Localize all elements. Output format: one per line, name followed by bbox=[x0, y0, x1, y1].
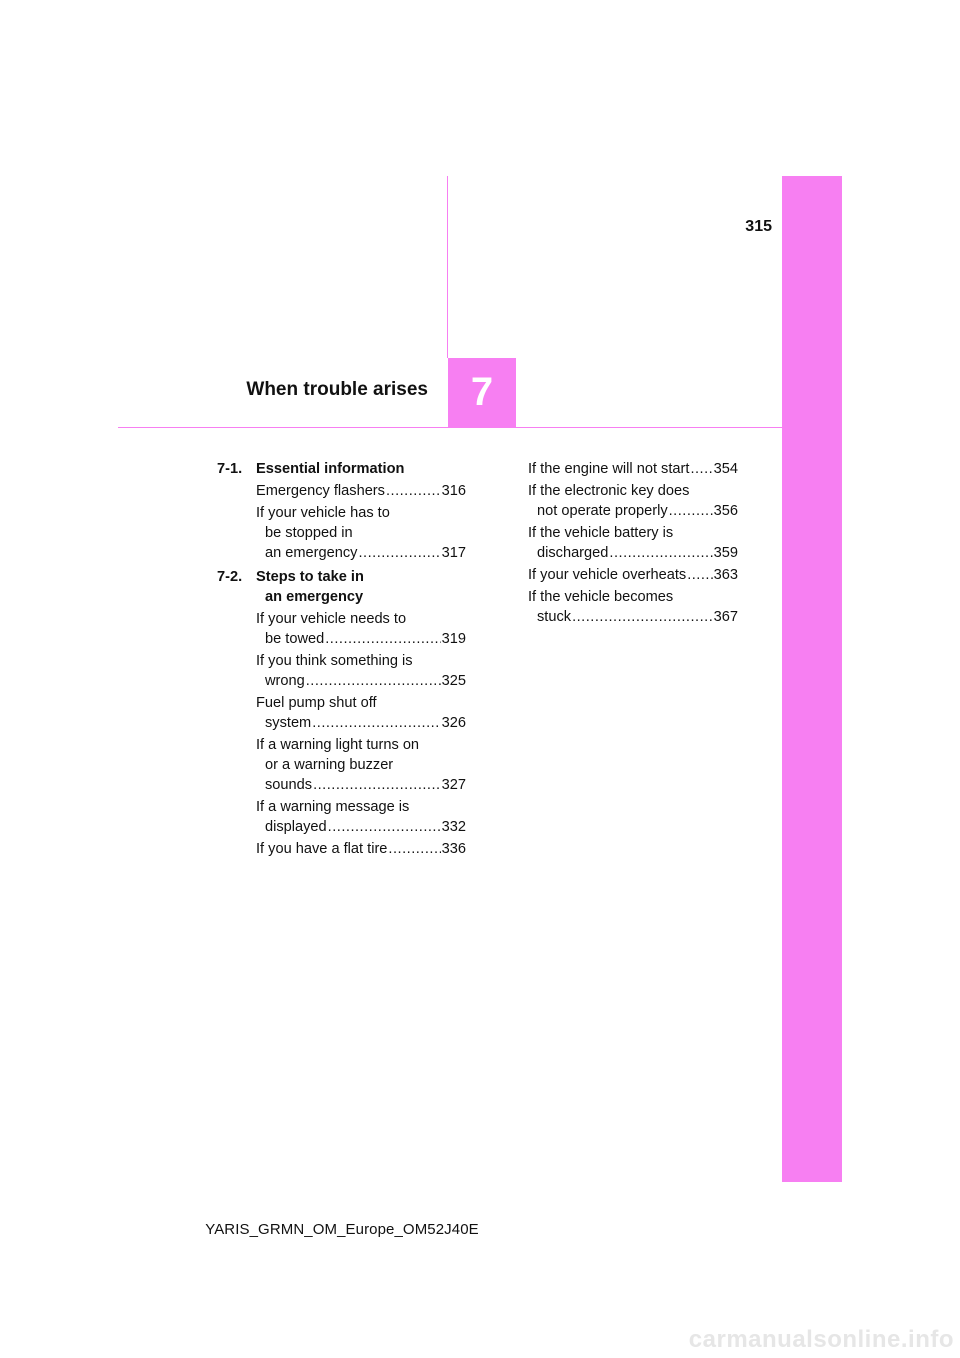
toc-section-number: 7-1. bbox=[217, 461, 243, 477]
toc-entry-text: If your vehicle needs to bbox=[256, 611, 407, 627]
chapter-number-box bbox=[448, 358, 516, 427]
toc-entry-text: If your vehicle has to bbox=[256, 505, 390, 521]
toc-entry-line bbox=[528, 587, 738, 607]
toc-entry-line bbox=[256, 503, 466, 523]
toc-leader-dots bbox=[306, 671, 441, 691]
toc-entry-text: Fuel pump shut off bbox=[256, 695, 377, 711]
toc-entry[interactable] bbox=[256, 735, 466, 795]
toc-entry-text: If you think something is bbox=[256, 653, 413, 669]
toc-leader-dots bbox=[609, 543, 712, 563]
toc-entry-text: If a warning light turns on bbox=[256, 737, 420, 753]
toc-page-ref[interactable]: 325 bbox=[441, 673, 466, 689]
chapter-title: When trouble arises bbox=[246, 379, 428, 400]
toc-entry[interactable] bbox=[528, 587, 738, 627]
toc-entry-text: Emergency flashers bbox=[256, 483, 385, 499]
document-footer bbox=[0, 1221, 960, 1238]
toc-entry-line bbox=[528, 543, 738, 563]
toc-page-ref[interactable]: 356 bbox=[713, 503, 738, 519]
toc-section-heading[interactable] bbox=[217, 567, 466, 607]
toc-entry-text: If the vehicle battery is bbox=[528, 525, 674, 541]
toc-page-ref[interactable]: 359 bbox=[713, 545, 738, 561]
toc-entry-text: If the vehicle becomes bbox=[528, 589, 674, 605]
toc-entry-line bbox=[256, 797, 466, 817]
toc-entry-text: displayed bbox=[265, 819, 327, 835]
toc-page-ref[interactable]: 327 bbox=[441, 777, 466, 793]
toc-page-ref[interactable]: 363 bbox=[713, 567, 738, 583]
watermark: carmanualsonline.info bbox=[688, 1326, 954, 1353]
toc-entry-line bbox=[256, 755, 466, 775]
toc-entry-text: If your vehicle overheats bbox=[528, 567, 687, 583]
toc-entry-text: wrong bbox=[265, 673, 305, 689]
toc-section-title: an emergency bbox=[265, 589, 364, 605]
toc-entry[interactable] bbox=[256, 651, 466, 691]
toc-page-ref[interactable]: 326 bbox=[441, 715, 466, 731]
toc-entry-line bbox=[528, 523, 738, 543]
toc-entry-line bbox=[528, 565, 738, 585]
toc-entry[interactable] bbox=[256, 609, 466, 649]
toc-entry-line bbox=[528, 607, 738, 627]
toc-entry-text: system bbox=[265, 715, 312, 731]
toc-entry-line bbox=[256, 817, 466, 837]
toc-entry-text: or a warning buzzer bbox=[265, 757, 394, 773]
toc-entry-line bbox=[528, 501, 738, 521]
toc-entry-text: be stopped in bbox=[265, 525, 353, 541]
toc-leader-dots bbox=[325, 629, 440, 649]
toc-entry[interactable] bbox=[256, 797, 466, 837]
toc-entry-line bbox=[256, 693, 466, 713]
toc-leader-dots bbox=[690, 459, 712, 479]
toc-entry-line bbox=[256, 839, 466, 859]
toc-entry-text: If the engine will not start bbox=[528, 461, 690, 477]
toc-entry-line bbox=[256, 523, 466, 543]
toc-page-ref[interactable]: 354 bbox=[713, 461, 738, 477]
toc-page-ref[interactable]: 316 bbox=[441, 483, 466, 499]
header-horizontal-rule bbox=[118, 427, 782, 428]
toc-page-ref[interactable]: 336 bbox=[441, 841, 466, 857]
toc-section-title: Essential information bbox=[256, 461, 405, 477]
header-vertical-rule bbox=[447, 176, 448, 358]
toc-leader-dots bbox=[388, 839, 440, 859]
toc-entry[interactable] bbox=[256, 481, 466, 501]
toc-page-ref[interactable]: 319 bbox=[441, 631, 466, 647]
toc-leader-dots bbox=[386, 481, 441, 501]
toc-entry-line bbox=[256, 629, 466, 649]
toc-section-number: 7-2. bbox=[217, 569, 243, 585]
toc-entry-text: sounds bbox=[265, 777, 313, 793]
toc-entry-line bbox=[256, 775, 466, 795]
toc-entry-text: be towed bbox=[265, 631, 325, 647]
toc-entry-line bbox=[528, 459, 738, 479]
toc-entry-text: If a warning message is bbox=[256, 799, 410, 815]
toc-entry-line bbox=[256, 543, 466, 563]
toc-entry[interactable] bbox=[256, 693, 466, 733]
chapter-side-tab bbox=[782, 176, 842, 1182]
toc-right-column bbox=[528, 459, 738, 627]
toc-entry-line bbox=[256, 481, 466, 501]
toc-leader-dots bbox=[669, 501, 713, 521]
toc-section-title: Steps to take in bbox=[256, 569, 364, 585]
toc-entry-text: discharged bbox=[537, 545, 609, 561]
toc-entry-line bbox=[256, 735, 466, 755]
toc-entry[interactable] bbox=[528, 565, 738, 585]
toc-leader-dots bbox=[358, 543, 440, 563]
toc-leader-dots bbox=[572, 607, 713, 627]
toc-entry[interactable] bbox=[256, 503, 466, 563]
toc-page-ref[interactable]: 367 bbox=[713, 609, 738, 625]
footer-code: YARIS_GRMN_OM_Europe_OM52J40E bbox=[205, 1221, 479, 1238]
toc-entry-text: an emergency bbox=[265, 545, 358, 561]
toc-entry-line bbox=[256, 609, 466, 629]
toc-leader-dots bbox=[328, 817, 441, 837]
toc-entry[interactable] bbox=[528, 523, 738, 563]
toc-entry-line bbox=[256, 671, 466, 691]
toc-entry-text: not operate properly bbox=[537, 503, 668, 519]
toc-entry-line bbox=[528, 481, 738, 501]
toc-entry-text: stuck bbox=[537, 609, 572, 625]
toc-leader-dots bbox=[312, 713, 440, 733]
chapter-number: 7 bbox=[470, 370, 494, 414]
toc-entry-line bbox=[256, 713, 466, 733]
toc-page-ref[interactable]: 317 bbox=[441, 545, 466, 561]
toc-page-ref[interactable]: 332 bbox=[441, 819, 466, 835]
page-number: 315 bbox=[745, 218, 772, 235]
toc-leader-dots bbox=[687, 565, 712, 585]
toc-entry[interactable] bbox=[256, 839, 466, 859]
toc-entry[interactable] bbox=[528, 481, 738, 521]
toc-section-heading[interactable] bbox=[217, 459, 466, 479]
toc-entry-text: If the electronic key does bbox=[528, 483, 690, 499]
toc-entry-text: If you have a flat tire bbox=[256, 841, 388, 857]
toc-leader-dots bbox=[313, 775, 441, 795]
toc-entry-line bbox=[256, 651, 466, 671]
toc-left-column bbox=[217, 459, 466, 859]
toc-entry[interactable] bbox=[528, 459, 738, 479]
